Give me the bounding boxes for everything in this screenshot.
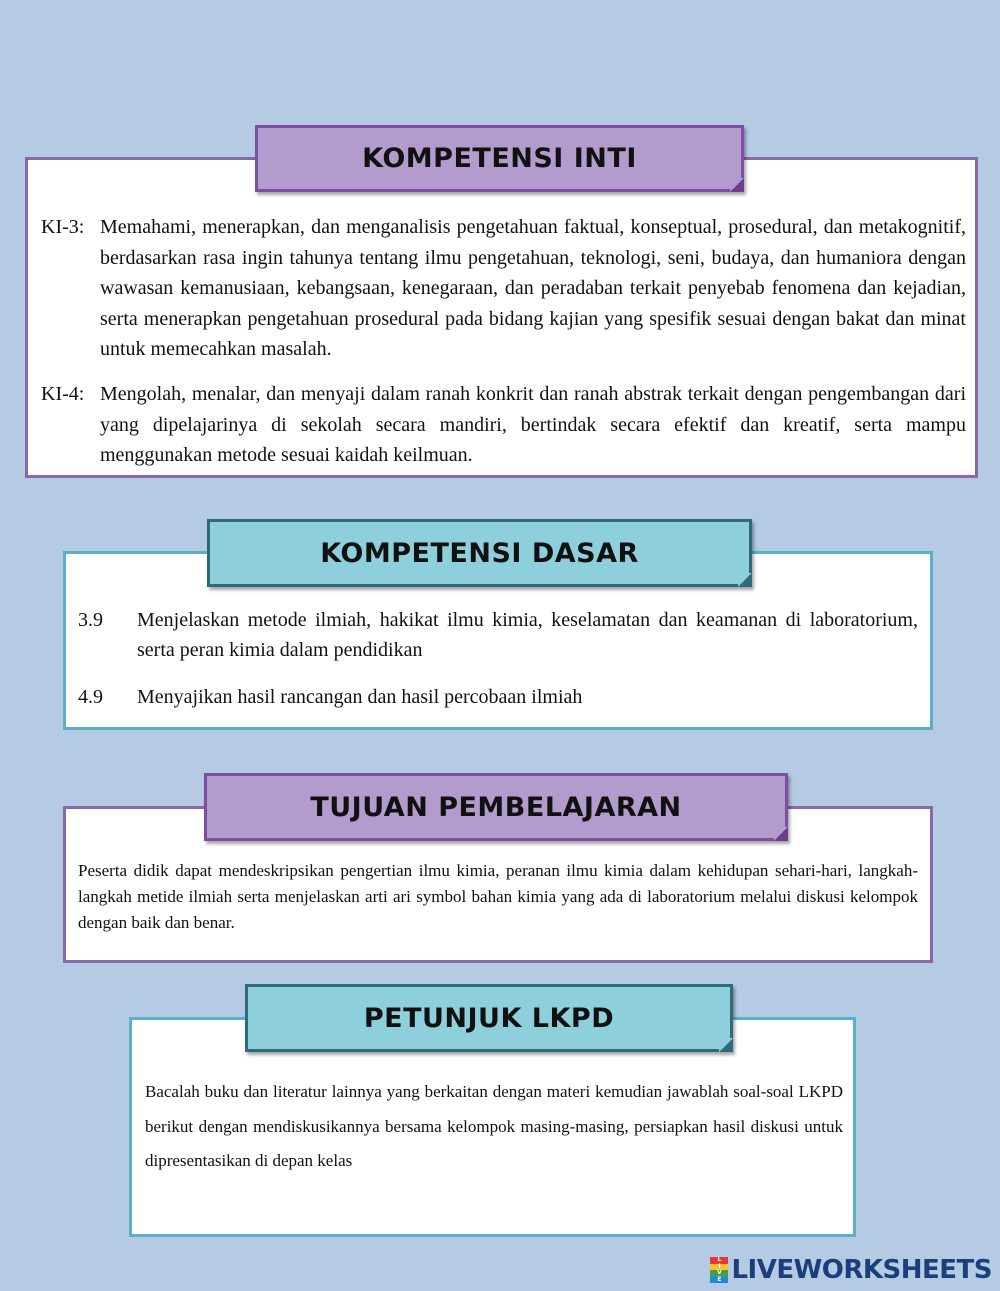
corner-fold-icon xyxy=(738,573,752,587)
ki-4-item xyxy=(41,379,966,471)
corner-fold-icon xyxy=(719,1038,733,1052)
badge-letter: I xyxy=(710,1264,728,1271)
kd-3-9-item xyxy=(78,606,918,665)
petunjuk-lkpd-title-text: PETUNJUK LKPD xyxy=(363,1002,615,1034)
ki-4-code: KI-4: xyxy=(41,383,85,405)
ki-3-item xyxy=(41,212,966,365)
kompetensi-inti-box xyxy=(25,157,978,478)
badge-letter: L xyxy=(710,1257,728,1264)
badge-letter: V xyxy=(710,1270,728,1277)
corner-fold-icon xyxy=(730,178,744,192)
kd-4-9-text: Menyajikan hasil rancangan dan hasil percobaan ilmiah xyxy=(137,686,583,708)
kd-3-9-text: Menjelaskan metode ilmiah, hakikat ilmu kimia, keselamatan dan keamanan di laboratorium, serta peran kimia dalam pendidikan xyxy=(137,609,918,661)
ki-3-code: KI-3: xyxy=(41,216,85,238)
kompetensi-inti-title-text: KOMPETENSI INTI xyxy=(362,143,637,174)
kompetensi-inti-title xyxy=(255,125,744,192)
kd-4-9-code: 4.9 xyxy=(78,686,103,708)
badge-letter: E xyxy=(710,1277,728,1284)
logo-text: LIVEWORKSHEETS xyxy=(731,1255,992,1285)
tujuan-pembelajaran-title xyxy=(204,773,788,841)
kd-4-9-item xyxy=(78,683,918,713)
live-badge-icon xyxy=(710,1257,728,1283)
petunjuk-lkpd-text: Bacalah buku dan literatur lainnya yang berkaitan dengan materi kemudian jawablah soal-soal LKPD berikut dengan mendiskusikannya bersama kelompok masing-masing, persiapkan hasil diskusi untuk dipresentasikan di depan kelas xyxy=(145,1082,843,1170)
ki-3-text: Memahami, menerapkan, dan menganalisis pengetahuan faktual, konseptual, prosedural, dan metakognitif, berdasarkan rasa ingin tahunya tentang ilmu pengetahuan, teknologi, seni, budaya, dan humaniora dengan wawasan kemanusiaan, kebangsaan, kenegaraan, dan peradaban terkait penyebab fenomena dan kejadian, serta menerapkan pengetahuan prosedural pada bidang kajian yang spesifik sesuai dengan bakat dan minat untuk memecahkan masalah. xyxy=(100,216,966,360)
ki-4-text: Mengolah, menalar, dan menyaji dalam ranah konkrit dan ranah abstrak terkait dengan pengembangan dari yang dipelajarinya di sekolah secara mandiri, bertindak secara efektif dan kreatif, serta mampu menggunakan metode sesuai kaidah keilmuan. xyxy=(100,383,966,466)
kompetensi-dasar-title xyxy=(207,519,752,587)
tujuan-pembelajaran-text: Peserta didik dapat mendeskripsikan pengertian ilmu kimia, peranan ilmu kimia dalam kehidupan sehari-hari, langkah-langkah metide ilmiah serta menjelaskan arti ari symbol bahan kimia yang ada di laboratorium melalui diskusi kelompok dengan baik dan benar. xyxy=(78,861,918,932)
tujuan-pembelajaran-title-text: TUJUAN PEMBELAJARAN xyxy=(310,791,682,823)
liveworksheets-logo[interactable] xyxy=(710,1255,992,1285)
corner-fold-icon xyxy=(774,827,788,841)
petunjuk-lkpd-title xyxy=(245,984,733,1052)
kd-3-9-code: 3.9 xyxy=(78,609,103,631)
kompetensi-dasar-title-text: KOMPETENSI DASAR xyxy=(320,537,639,569)
